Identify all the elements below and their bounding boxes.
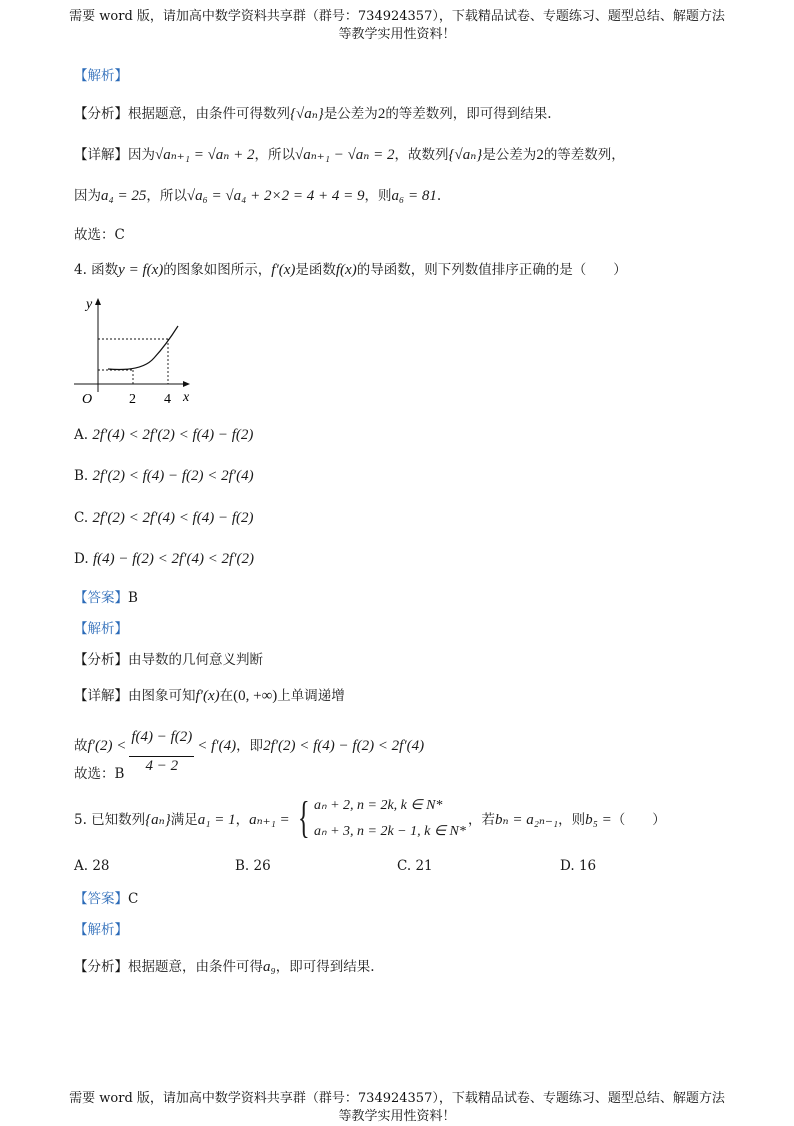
q3-xiangjie-line-2: 因为a₄ = 25，所以√a₆ = √a₄ + 2×2 = 4 + 4 = 9，则a₆ = 81. xyxy=(74,188,442,204)
header-line-1: 需要 word 版，请加高中数学资料共享群（群号：734924357），下载精品试卷、专题练习、题型总结、解题方法 xyxy=(69,9,725,24)
q4-function-graph xyxy=(70,292,200,408)
q4-jiexi-label: 【解析】 xyxy=(74,621,128,637)
header-line-2: 等教学实用性资料！ xyxy=(338,27,456,42)
q5-jiexi-label: 【解析】 xyxy=(74,922,128,938)
q5-case-1: aₙ + 2, n = 2k, k ∈ N* xyxy=(314,798,443,813)
q5-answer: 【答案】C xyxy=(74,891,139,907)
q5-stem-left: 5. 已知数列{aₙ}满足a₁ = 1，aₙ₊₁ = xyxy=(74,812,290,828)
difference-quotient: $\frac{f(4) - f(2)}{4 - 2}$ xyxy=(129,718,194,775)
q3-choice: 故选：C xyxy=(74,227,125,243)
q4-stem: 4. 函数y = f(x)的图象如图所示，f′(x)是函数f(x)的导函数，则下列数值排序正确的是（ ） xyxy=(74,262,627,278)
q4-inequality: 故f′(2) < $\frac{f(4) - f(2)}{4 - 2}$ < f′(4)，即2f′(2) < f(4) − f(2) < 2f′(4) xyxy=(74,718,424,775)
page-footer xyxy=(0,1090,794,1126)
q3-xiangjie-line-1: 【详解】因为√aₙ₊₁ = √aₙ + 2，所以√aₙ₊₁ − √aₙ = 2，故数列{√aₙ}是公差为2的等差数列， xyxy=(74,147,625,163)
x-axis-label: x xyxy=(183,390,190,405)
x-axis-arrow xyxy=(183,381,190,387)
q4-choice: 故选：B xyxy=(74,766,125,782)
page-header xyxy=(0,8,794,44)
function-curve xyxy=(108,326,178,370)
q5-case-2: aₙ + 3, n = 2k − 1, k ∈ N* xyxy=(314,824,466,839)
q4-option-c[interactable]: C. 2f′(2) < 2f′(4) < f(4) − f(2) xyxy=(74,510,254,526)
q4-fenxi: 【分析】由导数的几何意义判断 xyxy=(74,652,263,668)
q4-option-a[interactable]: A. 2f′(4) < 2f′(2) < f(4) − f(2) xyxy=(74,427,254,443)
q4-answer: 【答案】B xyxy=(74,590,138,606)
q5-option-d[interactable]: D. 16 xyxy=(560,858,597,874)
footer-line-1: 需要 word 版，请加高中数学资料共享群（群号：734924357），下载精品试卷、专题练习、题型总结、解题方法 xyxy=(69,1091,725,1106)
tick-label-2: 2 xyxy=(129,392,136,407)
footer-line-2: 等教学实用性资料！ xyxy=(338,1109,456,1124)
y-axis-arrow xyxy=(95,298,101,305)
origin-label: O xyxy=(82,392,93,407)
q4-option-d[interactable]: D. f(4) − f(2) < 2f′(4) < 2f′(2) xyxy=(74,551,254,567)
q5-option-b[interactable]: B. 26 xyxy=(235,858,271,874)
tick-label-4: 4 xyxy=(164,392,171,407)
q4-option-b[interactable]: B. 2f′(2) < f(4) − f(2) < 2f′(4) xyxy=(74,468,254,484)
q3-fenxi: 【分析】根据题意，由条件可得数列{√aₙ}是公差为2的等差数列，即可得到结果. xyxy=(74,106,552,122)
q5-option-c[interactable]: C. 21 xyxy=(397,858,433,874)
y-axis-label: y xyxy=(86,297,93,312)
piecewise-brace: { xyxy=(298,793,310,842)
q5-stem-right: ，若bₙ = a₂ₙ₋₁，则b₅ =（ ） xyxy=(468,812,666,828)
q4-xiangjie: 【详解】由图象可知f′(x)在(0, +∞)上单调递增 xyxy=(74,688,345,704)
q5-fenxi: 【分析】根据题意，由条件可得a₉，即可得到结果. xyxy=(74,959,375,975)
q3-jiexi-label: 【解析】 xyxy=(74,68,128,84)
q5-option-a[interactable]: A. 28 xyxy=(74,858,110,874)
